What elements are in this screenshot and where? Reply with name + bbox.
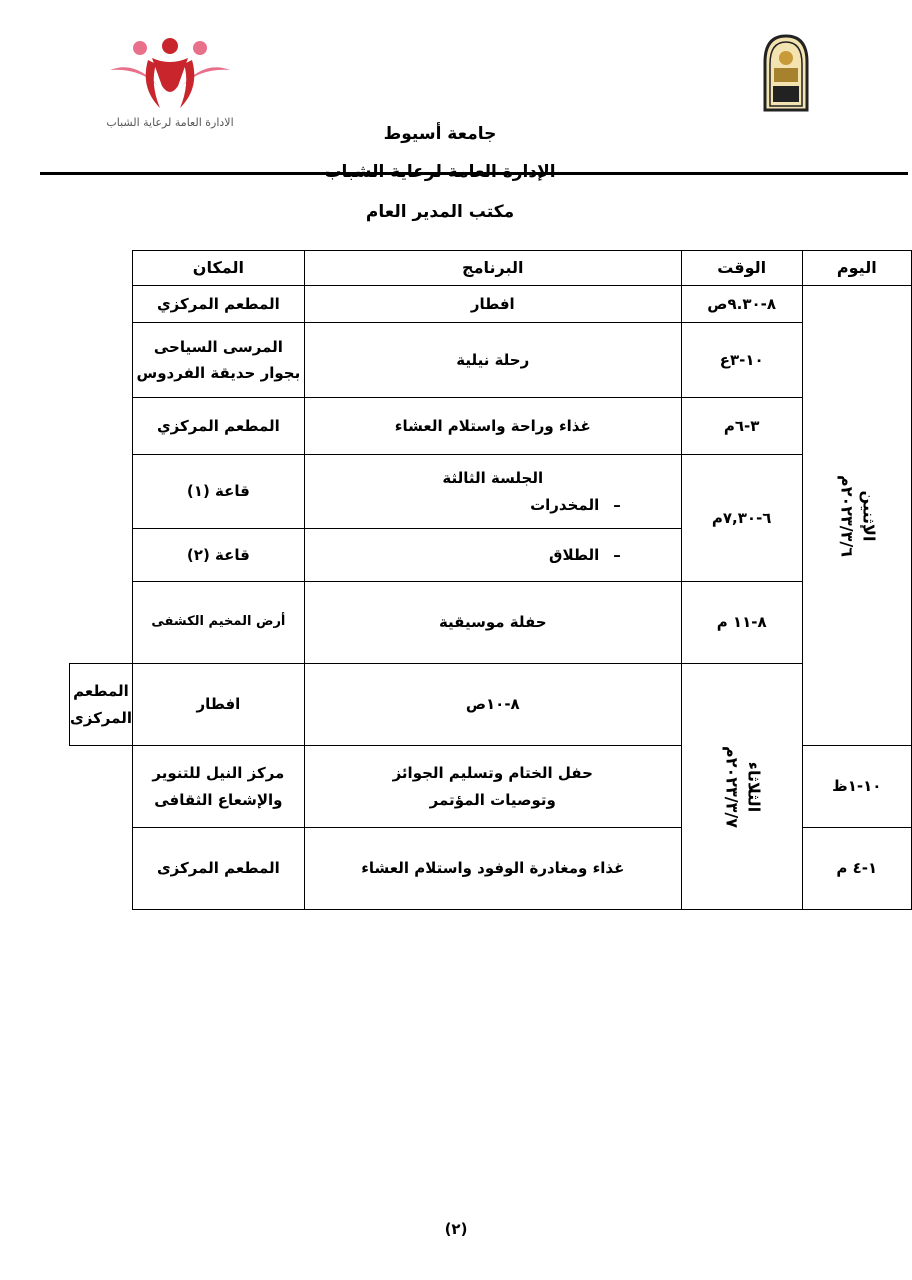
program-cell [304, 529, 681, 582]
time-cell: ٨-١٠ص [304, 664, 681, 746]
program-cell [304, 455, 681, 529]
program-line: وتوصيات المؤتمر [429, 790, 556, 809]
program-cell: رحلة نيلية [304, 323, 681, 398]
program-cell: غذاء ومغادرة الوفود واستلام العشاء [304, 828, 681, 910]
session-topic: الطلاق [549, 545, 600, 564]
bullet-dash: – [613, 495, 621, 514]
table-row [70, 398, 912, 455]
schedule-table [69, 250, 912, 910]
table-header-row [70, 251, 912, 286]
table-row [70, 664, 912, 746]
university-name: جامعة أسيوط [383, 124, 497, 144]
program-cell: افطار [132, 664, 304, 746]
day-cell-tuesday [681, 664, 802, 910]
day-name: الإثنين [859, 490, 879, 541]
place-cell [132, 746, 304, 828]
place-cell: المطعم المركزي [132, 286, 304, 323]
time-cell: ١٠-٣ع [681, 323, 802, 398]
day-date: ٢٠٢٣/٣/٧م [721, 745, 741, 828]
program-cell: افطار [304, 286, 681, 323]
university-logo [761, 32, 811, 112]
time-cell: ١-٤ م [802, 828, 911, 910]
place-line: والإشعاع الثقافى [154, 790, 283, 809]
header-rule [40, 172, 908, 175]
place-cell: قاعة (١) [132, 455, 304, 529]
session-title: الجلسة الثالثة [442, 469, 544, 488]
table-row [70, 286, 912, 323]
time-cell: ٣-٦م [681, 398, 802, 455]
time-cell: ٦-٧,٣٠م [681, 455, 802, 582]
logo-caption: الادارة العامة لرعاية الشباب [106, 116, 234, 129]
youth-care-logo [100, 38, 240, 138]
day-cell-monday [802, 286, 911, 746]
program-cell [304, 746, 681, 828]
page-number: (٢) [444, 1220, 468, 1238]
time-cell: ٨-١١ م [681, 582, 802, 664]
table-row [70, 582, 912, 664]
place-line: مركز النيل للتنوير [152, 764, 285, 783]
time-cell: ٨-٩.٣٠ص [681, 286, 802, 323]
place-cell [132, 323, 304, 398]
office-name: مكتب المدير العام [365, 202, 515, 222]
place-line: المرسى السياحى [153, 337, 283, 356]
time-cell: ١٠-١ظ [802, 746, 911, 828]
column-header-time: الوقت [681, 251, 802, 286]
table-row [70, 455, 912, 529]
program-line: حفل الختام وتسليم الجوائز [392, 764, 593, 783]
place-line: بجوار حديقة الفردوس [136, 364, 301, 382]
program-cell: غذاء وراحة واستلام العشاء [304, 398, 681, 455]
place-cell: المطعم المركزى [70, 664, 133, 746]
place-cell: المطعم المركزى [132, 828, 304, 910]
session-topic: المخدرات [530, 495, 600, 514]
column-header-program: البرنامج [304, 251, 681, 286]
bullet-dash: – [613, 545, 621, 564]
column-header-day: اليوم [802, 251, 911, 286]
column-header-place: المكان [132, 251, 304, 286]
day-date: ٢٠٢٣/٣/٦م [836, 474, 856, 557]
place-cell: المطعم المركزي [132, 398, 304, 455]
table-row [70, 323, 912, 398]
place-cell: قاعة (٢) [132, 529, 304, 582]
place-cell: أرض المخيم الكشفى [132, 582, 304, 664]
program-cell: حفلة موسيقية [304, 582, 681, 664]
day-name: الثلاثاء [744, 761, 764, 812]
